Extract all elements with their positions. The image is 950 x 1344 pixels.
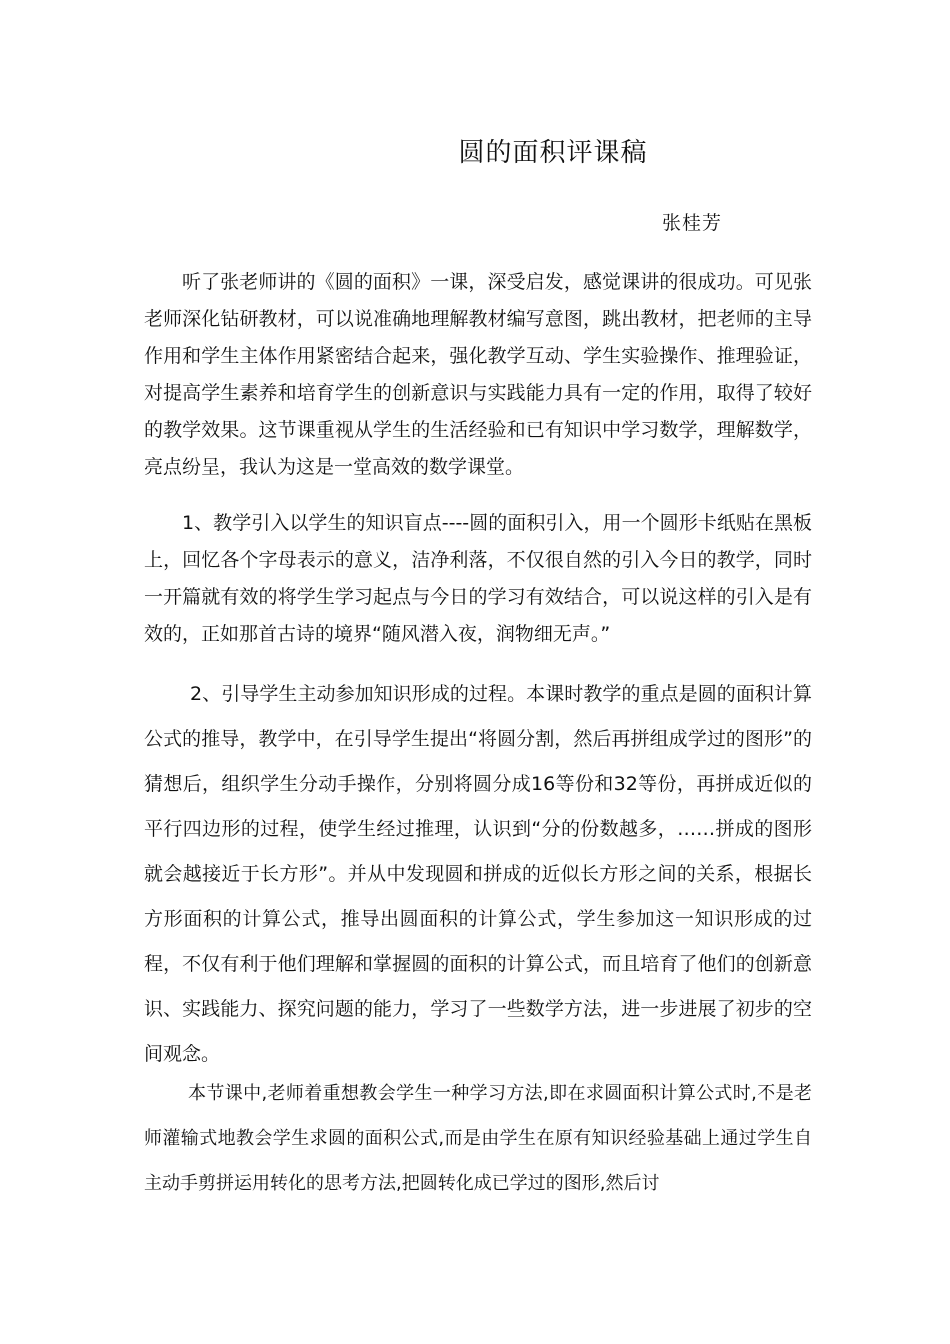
paragraph-intro: 听了张老师讲的《圆的面积》一课，深受启发，感觉课讲的很成功。可见张老师深化钻研教材，可以说准确地理解教材编写意图，跳出教材，把老师的主导作用和学生主体作用紧密结合起来，强化教学互动、学生实验操作、推理验证，对提高学生素养和培育学生的创新意识与实践能力具有一定的作用，取得了较好的教学效果。这节课重视从学生的生活经验和已有知识中学习数学，理解数学，亮点纷呈，我认为这是一堂高效的数学课堂。 [144,271,812,478]
paragraph-point-2: 2、引导学生主动参加知识形成的过程。本课时教学的重点是圆的面积计算公式的推导，教学中，在引导学生提出“将圆分割，然后再拼组成学过的图形”的猜想后，组织学生分动手操作，分别将圆分成16等份和32等份，再拼成近似的平行四边形的过程，使学生经过推理，认识到“分的份数越多，……拼成的图形就会越接近于长方形”。并从中发现圆和拼成的近似长方形之间的关系，根据长方形面积的计算公式，推导出圆面积的计算公式，学生参加这一知识形成的过程，不仅有利于他们理解和掌握圆的面积的计算公式，而且培育了他们的创新意识、实践能力、探究问题的能力，学习了一些数学方法，进一步进展了初步的空间观念。 [144,683,812,1065]
paragraph-method: 本节课中,老师着重想教会学生一种学习方法,即在求圆面积计算公式时,不是老师灌输式地教会学生求圆的面积公式,而是由学生在原有知识经验基础上通过学生自主动手剪拼运用转化的思考方法,把圆转化成已学过的图形,然后讨 [144,1083,812,1194]
author-name: 张桂芳 [662,212,723,234]
paragraph-point-1: 1、教学引入以学生的知识盲点----圆的面积引入，用一个圆形卡纸贴在黑板上，回忆各个字母表示的意义，洁净利落，不仅很自然的引入今日的教学，同时一开篇就有效的将学生学习起点与今日的学习有效结合，可以说这样的引入是有效的，正如那首古诗的境界“随风潜入夜，润物细无声。” [144,512,812,645]
document-title: 圆的面积评课稿 [458,138,648,168]
